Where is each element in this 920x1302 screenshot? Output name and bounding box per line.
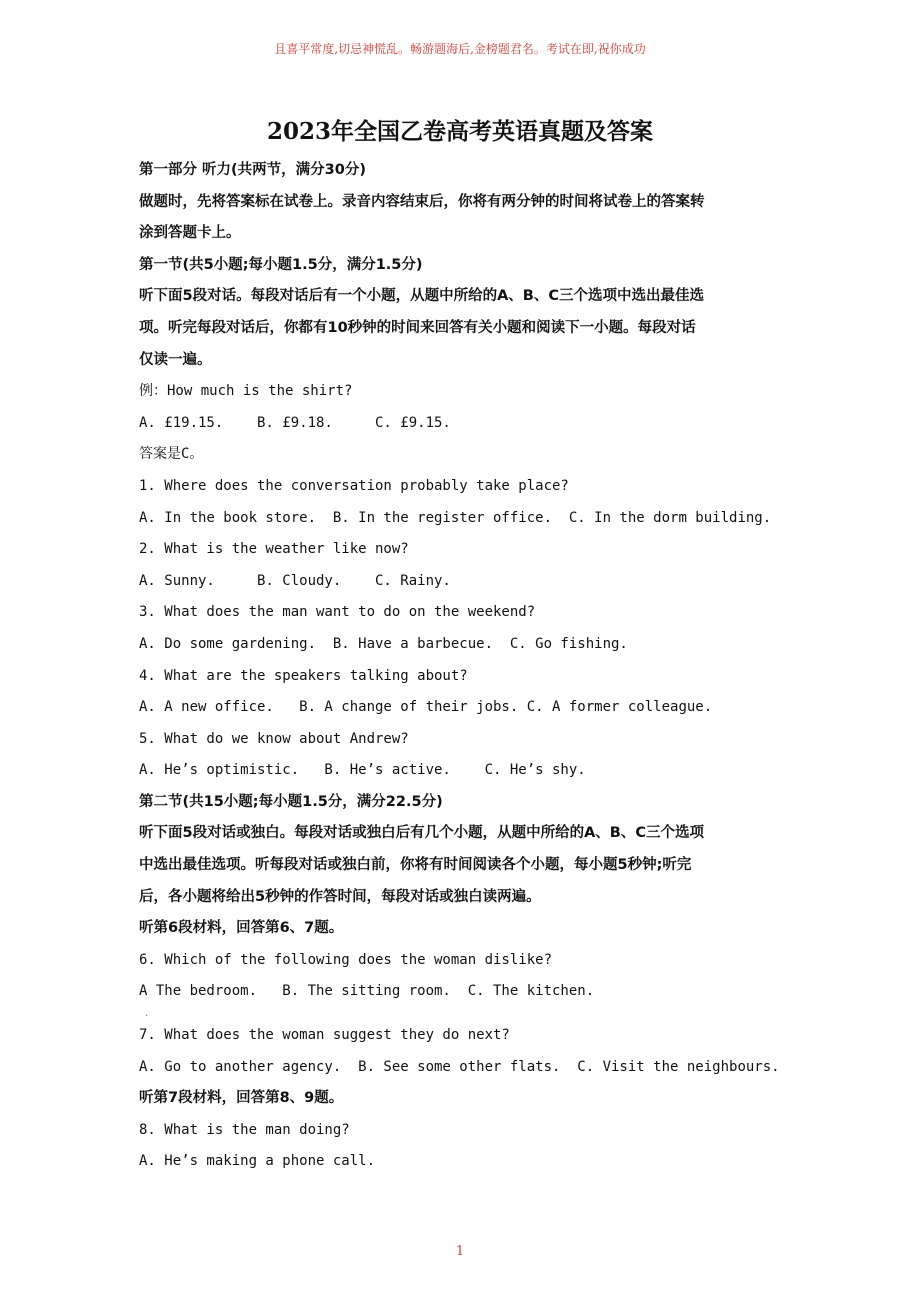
question-2-options: A. Sunny. B. Cloudy. C. Rainy. <box>139 572 451 589</box>
question-5: 5. What do we know about Andrew? <box>139 730 409 747</box>
material-6-heading: 听第6段材料，回答第6、7题。 <box>139 920 344 937</box>
intro-line: 涂到答题卡上。 <box>139 225 241 242</box>
section1-heading: 第一节(共5小题;每小题1.5分，满分1.5分) <box>139 256 423 273</box>
question-1: 1. Where does the conversation probably take place? <box>139 477 569 494</box>
document-body <box>139 155 789 1178</box>
question-8: 8. What is the man doing? <box>139 1121 350 1138</box>
question-4: 4. What are the speakers talking about? <box>139 667 468 684</box>
part1-heading: 第一部分 听力(共两节，满分30分) <box>139 162 366 178</box>
page-header-motto: 且喜平常度,切忌神慌乱。畅游题海后,金榜题君名。考试在即,祝你成功 <box>274 42 646 56</box>
section1-instruction: 项。听完每段对话后，你都有10秒钟的时间来回答有关小题和阅读下一小题。每段对话 <box>139 319 696 336</box>
question-3-options: A. Do some gardening. B. Have a barbecue. C. Go fishing. <box>139 635 628 652</box>
question-2: 2. What is the weather like now? <box>139 541 409 558</box>
example-question: 例：How much is the shirt? <box>139 383 353 400</box>
section2-instruction: 后，各小题将给出5秒钟的作答时间，每段对话或独白读两遍。 <box>139 888 541 905</box>
question-7: 7. What does the woman suggest they do next? <box>139 1027 510 1044</box>
question-6: 6. Which of the following does the woman dislike? <box>139 951 553 968</box>
section2-heading: 第二节(共15小题;每小题1.5分，满分22.5分) <box>139 793 443 810</box>
section2-instruction: 听下面5段对话或独白。每段对话或独白后有几个小题，从题中所给的A、B、C三个选项 <box>139 825 705 842</box>
question-3: 3. What does the man want to do on the weekend? <box>139 604 536 621</box>
question-4-options: A. A new office. B. A change of their jobs. C. A former colleague. <box>139 699 713 716</box>
stray-dot: . <box>145 1008 149 1020</box>
section2-instruction: 中选出最佳选项。听每段对话或独白前，你将有时间阅读各个小题，每小题5秒钟;听完 <box>139 857 692 874</box>
section1-instruction: 仅读一遍。 <box>139 351 212 368</box>
question-1-options: A. In the book store. B. In the register office. C. In the dorm building. <box>139 509 772 526</box>
example-options: A. £19.15. B. £9.18. C. £9.15. <box>139 414 451 431</box>
question-5-options: A. He’s optimistic. B. He’s active. C. He’s shy. <box>139 762 586 779</box>
section1-instruction: 听下面5段对话。每段对话后有一个小题，从题中所给的A、B、C三个选项中选出最佳选 <box>139 288 705 305</box>
intro-line: 做题时，先将答案标在试卷上。录音内容结束后，你将有两分钟的时间将试卷上的答案转 <box>139 193 705 210</box>
example-answer: 答案是C。 <box>139 446 204 463</box>
page-number: 1 <box>455 1244 465 1259</box>
question-7-options: A. Go to another agency. B. See some other flats. C. Visit the neighbours. <box>139 1058 780 1075</box>
material-7-heading: 听第7段材料，回答第8、9题。 <box>139 1090 344 1107</box>
question-6-options: A The bedroom. B. The sitting room. C. The kitchen. <box>139 983 595 1000</box>
question-8-option-a: A. He’s making a phone call. <box>139 1153 376 1170</box>
page-title: 2023年全国乙卷高考英语真题及答案 <box>266 118 653 145</box>
